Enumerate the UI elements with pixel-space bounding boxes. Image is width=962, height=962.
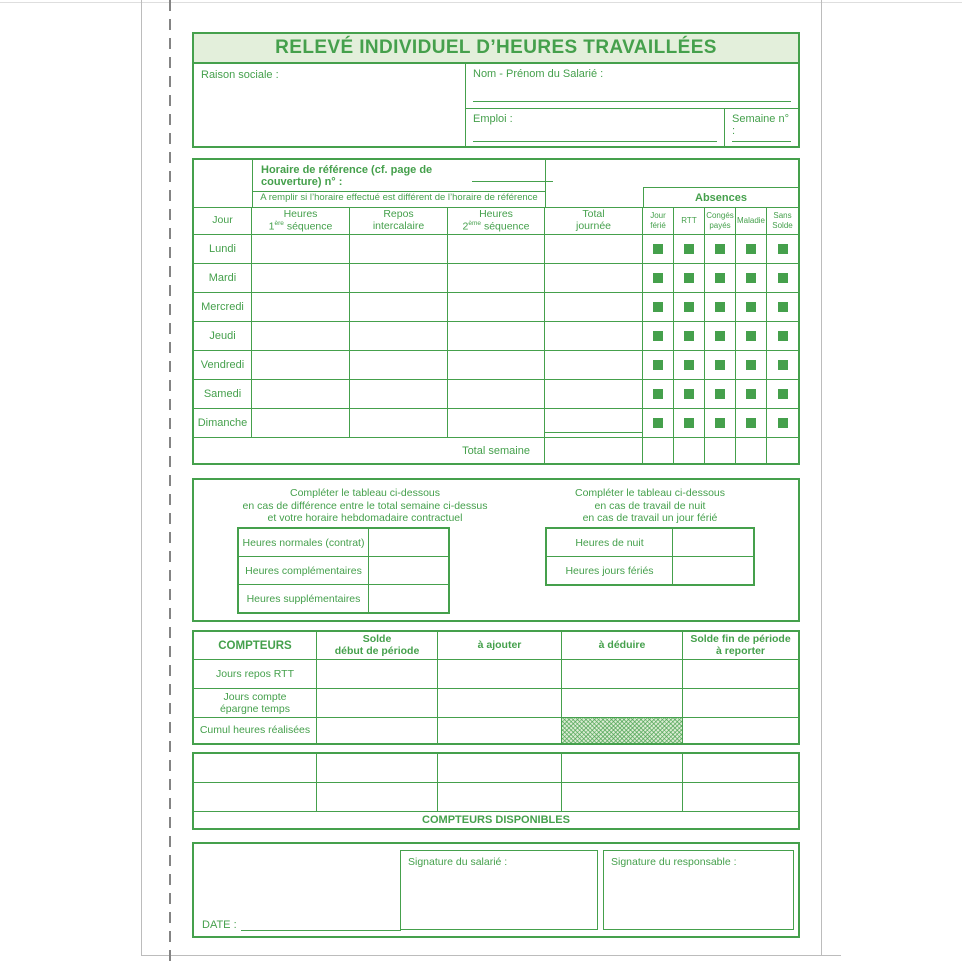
value-input-cell[interactable] bbox=[438, 689, 562, 718]
semaine-field[interactable] bbox=[725, 109, 798, 148]
hours-input-cell[interactable] bbox=[545, 380, 643, 409]
schedule-table bbox=[192, 158, 800, 465]
row-label: Heures de nuit bbox=[547, 529, 673, 556]
fill-note: A remplir si l’horaire effectué est différent de l’horaire de référence bbox=[260, 192, 538, 203]
col-header-a-deduire: à déduire bbox=[562, 632, 683, 660]
value-input-cell[interactable] bbox=[438, 783, 562, 812]
hours-input-cell[interactable] bbox=[252, 351, 350, 380]
manager-signature-box[interactable] bbox=[603, 850, 794, 930]
col-header-heures-seq1: Heures 1ère séquence bbox=[252, 208, 350, 235]
absence-checkbox-cell[interactable] bbox=[736, 409, 767, 438]
value-input-cell[interactable] bbox=[194, 783, 317, 812]
absence-checkbox-cell[interactable] bbox=[674, 293, 705, 322]
value-input-cell[interactable] bbox=[317, 718, 438, 743]
hours-input-cell[interactable] bbox=[545, 351, 643, 380]
horaire-reference-writing-line[interactable] bbox=[472, 169, 553, 182]
absence-checkbox-cell[interactable] bbox=[767, 351, 798, 380]
day-label: Mercredi bbox=[194, 293, 252, 322]
absence-checkbox-cell[interactable] bbox=[674, 409, 705, 438]
absence-checkbox-cell[interactable] bbox=[767, 409, 798, 438]
absence-checkbox[interactable] bbox=[715, 331, 725, 341]
value-input-cell[interactable] bbox=[369, 557, 448, 584]
absence-checkbox-cell[interactable] bbox=[643, 409, 674, 438]
absence-checkbox-cell[interactable] bbox=[674, 264, 705, 293]
row-label: Heures complémentaires bbox=[239, 557, 369, 584]
table-row bbox=[239, 585, 448, 612]
absence-checkbox[interactable] bbox=[715, 360, 725, 370]
row-label: Heures supplémentaires bbox=[239, 585, 369, 612]
absence-checkbox-cell[interactable] bbox=[736, 380, 767, 409]
manager-signature-label: Signature du responsable : bbox=[611, 856, 737, 868]
absence-checkbox[interactable] bbox=[653, 360, 663, 370]
hours-input-cell[interactable] bbox=[448, 380, 545, 409]
absence-checkbox-cell[interactable] bbox=[643, 264, 674, 293]
absence-checkbox[interactable] bbox=[653, 418, 663, 428]
absence-checkbox-cell[interactable] bbox=[705, 322, 736, 351]
absence-checkbox-cell[interactable] bbox=[674, 322, 705, 351]
absence-checkbox[interactable] bbox=[653, 389, 663, 399]
hours-input-cell[interactable] bbox=[350, 264, 448, 293]
identity-row bbox=[194, 64, 798, 148]
absence-checkbox-cell[interactable] bbox=[705, 351, 736, 380]
absence-checkbox-cell[interactable] bbox=[736, 235, 767, 264]
available-counters-label: COMPTEURS DISPONIBLES bbox=[422, 814, 570, 826]
night-table bbox=[545, 527, 755, 586]
value-input-cell[interactable] bbox=[317, 783, 438, 812]
page-edge-top bbox=[0, 2, 962, 3]
absence-checkbox-cell[interactable] bbox=[736, 293, 767, 322]
value-input-cell[interactable] bbox=[683, 660, 798, 689]
difference-intro: Compléter le tableau ci-dessous en cas de différence entre le total semaine ci-dessus et votre horaire hebdomadaire contractuel bbox=[242, 487, 488, 524]
value-input-cell[interactable] bbox=[317, 754, 438, 783]
date-label: DATE : bbox=[202, 919, 237, 931]
absence-checkbox[interactable] bbox=[715, 418, 725, 428]
identity-right bbox=[466, 64, 798, 148]
col-header-heures-seq2: Heures 2ème séquence bbox=[448, 208, 545, 235]
horaire-reference-label: Horaire de référence (cf. page de couverture) n° : bbox=[261, 163, 433, 188]
day-label: Mardi bbox=[194, 264, 252, 293]
value-input-cell[interactable] bbox=[562, 660, 683, 689]
absence-checkbox[interactable] bbox=[778, 273, 788, 283]
value-input-cell[interactable] bbox=[438, 660, 562, 689]
hours-input-cell[interactable] bbox=[545, 322, 643, 351]
absence-checkbox-cell[interactable] bbox=[736, 264, 767, 293]
absence-checkbox[interactable] bbox=[746, 360, 756, 370]
hours-input-cell[interactable] bbox=[448, 235, 545, 264]
absence-checkbox[interactable] bbox=[684, 331, 694, 341]
col-header-sans-solde: Sans Solde bbox=[767, 208, 798, 235]
absence-checkbox-cell[interactable] bbox=[643, 322, 674, 351]
value-input-cell[interactable] bbox=[562, 754, 683, 783]
absence-checkbox[interactable] bbox=[715, 273, 725, 283]
row-label: Heures normales (contrat) bbox=[239, 529, 369, 556]
compteurs-title: COMPTEURS bbox=[194, 632, 317, 660]
absence-checkbox[interactable] bbox=[653, 331, 663, 341]
hours-input-cell[interactable] bbox=[252, 409, 350, 438]
absence-checkbox[interactable] bbox=[715, 244, 725, 254]
absence-checkbox-cell[interactable] bbox=[705, 380, 736, 409]
col-header-a-ajouter: à ajouter bbox=[438, 632, 562, 660]
absence-checkbox[interactable] bbox=[684, 360, 694, 370]
table-row bbox=[239, 529, 448, 557]
col-header-solde-debut: Solde début de période bbox=[317, 632, 438, 660]
emploi-writing-line[interactable] bbox=[473, 141, 717, 142]
col-header-jour-ferie: Jour férié bbox=[643, 208, 674, 235]
value-input-cell[interactable] bbox=[369, 585, 448, 612]
absence-checkbox[interactable] bbox=[778, 360, 788, 370]
absence-checkbox-cell[interactable] bbox=[767, 380, 798, 409]
hours-input-cell[interactable] bbox=[252, 235, 350, 264]
value-input-cell[interactable] bbox=[194, 754, 317, 783]
day-label: Dimanche bbox=[194, 409, 252, 438]
hours-input-cell[interactable] bbox=[448, 293, 545, 322]
absence-checkbox-cell[interactable] bbox=[736, 322, 767, 351]
absence-checkbox[interactable] bbox=[684, 244, 694, 254]
absence-total-cell[interactable] bbox=[736, 438, 767, 463]
form-title-bar bbox=[194, 34, 798, 64]
value-input-cell[interactable] bbox=[673, 529, 753, 556]
absence-checkbox-cell[interactable] bbox=[736, 351, 767, 380]
horaire-reference-field[interactable] bbox=[253, 160, 553, 191]
absence-checkbox[interactable] bbox=[684, 302, 694, 312]
employee-signature-label: Signature du salarié : bbox=[408, 856, 508, 868]
absence-checkbox-cell[interactable] bbox=[674, 351, 705, 380]
total-semaine-value-cell[interactable] bbox=[545, 438, 643, 463]
absence-checkbox[interactable] bbox=[746, 331, 756, 341]
page-edge-right bbox=[821, 0, 822, 955]
absence-checkbox[interactable] bbox=[684, 418, 694, 428]
absence-checkbox[interactable] bbox=[684, 389, 694, 399]
col-header-maladie: Maladie bbox=[736, 208, 767, 235]
hours-input-cell[interactable] bbox=[252, 322, 350, 351]
absence-checkbox-cell[interactable] bbox=[705, 293, 736, 322]
row-label-jours-cet: Jours compte épargne temps bbox=[194, 689, 317, 718]
absence-total-cell[interactable] bbox=[705, 438, 736, 463]
nom-prenom-field[interactable] bbox=[466, 64, 798, 109]
adjustments-block bbox=[192, 478, 800, 622]
table-row bbox=[547, 529, 753, 557]
table-row bbox=[239, 557, 448, 585]
absence-checkbox-cell[interactable] bbox=[643, 235, 674, 264]
hours-input-cell[interactable] bbox=[545, 409, 643, 438]
value-input-cell[interactable] bbox=[683, 718, 798, 743]
hours-input-cell[interactable] bbox=[448, 409, 545, 438]
day-label: Jeudi bbox=[194, 322, 252, 351]
value-input-cell[interactable] bbox=[683, 783, 798, 812]
hours-input-cell[interactable] bbox=[350, 409, 448, 438]
value-input-cell[interactable] bbox=[673, 557, 753, 584]
row-label-jours-repos-rtt: Jours repos RTT bbox=[194, 660, 317, 689]
hours-input-cell[interactable] bbox=[350, 235, 448, 264]
absence-checkbox-cell[interactable] bbox=[674, 380, 705, 409]
value-input-cell[interactable] bbox=[562, 783, 683, 812]
day-label: Lundi bbox=[194, 235, 252, 264]
absence-checkbox[interactable] bbox=[746, 302, 756, 312]
value-input-cell[interactable] bbox=[317, 689, 438, 718]
absence-checkbox[interactable] bbox=[746, 418, 756, 428]
value-input-cell[interactable] bbox=[683, 754, 798, 783]
absence-checkbox[interactable] bbox=[778, 302, 788, 312]
compteurs-table bbox=[192, 630, 800, 745]
page-edge-bottom bbox=[141, 955, 841, 956]
day-label: Samedi bbox=[194, 380, 252, 409]
absence-checkbox[interactable] bbox=[653, 273, 663, 283]
absence-checkbox[interactable] bbox=[746, 389, 756, 399]
value-input-cell[interactable] bbox=[317, 660, 438, 689]
absence-checkbox[interactable] bbox=[746, 273, 756, 283]
absence-checkbox[interactable] bbox=[778, 331, 788, 341]
value-input-cell[interactable] bbox=[438, 754, 562, 783]
difference-table bbox=[237, 527, 450, 614]
absence-checkbox-cell[interactable] bbox=[674, 235, 705, 264]
hours-input-cell[interactable] bbox=[448, 351, 545, 380]
hours-input-cell[interactable] bbox=[350, 322, 448, 351]
nom-prenom-writing-line[interactable] bbox=[473, 101, 791, 102]
schedule-grid bbox=[194, 208, 798, 463]
col-header-jour: Jour bbox=[194, 208, 252, 235]
absence-checkbox-cell[interactable] bbox=[643, 380, 674, 409]
hours-input-cell[interactable] bbox=[350, 293, 448, 322]
hours-input-cell[interactable] bbox=[252, 380, 350, 409]
col-header-total-journee: Total journée bbox=[545, 208, 643, 235]
total-semaine-label: Total semaine bbox=[448, 438, 545, 463]
value-input-cell[interactable] bbox=[369, 529, 448, 556]
row-label-cumul-heures: Cumul heures réalisées bbox=[194, 718, 317, 743]
date-writing-line[interactable] bbox=[241, 919, 401, 931]
absence-checkbox-cell[interactable] bbox=[643, 293, 674, 322]
night-intro: Compléter le tableau ci-dessous en cas de travail de nuit en cas de travail un jour férié bbox=[575, 487, 725, 524]
nom-prenom-label: Nom - Prénom du Salarié : bbox=[473, 68, 604, 80]
hours-input-cell[interactable] bbox=[545, 293, 643, 322]
empty-area bbox=[194, 438, 448, 463]
absence-checkbox-cell[interactable] bbox=[643, 351, 674, 380]
value-input-cell[interactable] bbox=[683, 689, 798, 718]
absence-checkbox-cell[interactable] bbox=[767, 293, 798, 322]
page-edge-left bbox=[141, 0, 142, 955]
emploi-label: Emploi : bbox=[473, 113, 513, 125]
absence-checkbox[interactable] bbox=[778, 418, 788, 428]
hours-input-cell[interactable] bbox=[545, 235, 643, 264]
hours-input-cell[interactable] bbox=[252, 264, 350, 293]
absence-checkbox-cell[interactable] bbox=[705, 264, 736, 293]
date-field[interactable] bbox=[202, 919, 401, 931]
raison-sociale-label: Raison sociale : bbox=[201, 69, 279, 81]
absence-checkbox-cell[interactable] bbox=[705, 235, 736, 264]
form-title: RELEVÉ INDIVIDUEL D’HEURES TRAVAILLÉES bbox=[275, 37, 717, 58]
hours-input-cell[interactable] bbox=[350, 351, 448, 380]
hours-input-cell[interactable] bbox=[545, 264, 643, 293]
absence-total-cell[interactable] bbox=[767, 438, 798, 463]
absences-header: Absences bbox=[643, 187, 798, 208]
emploi-field[interactable] bbox=[466, 109, 725, 148]
hours-input-cell[interactable] bbox=[448, 264, 545, 293]
total-cell-preline bbox=[544, 432, 643, 433]
absence-checkbox-cell[interactable] bbox=[767, 235, 798, 264]
day-label: Vendredi bbox=[194, 351, 252, 380]
semaine-writing-line[interactable] bbox=[732, 141, 791, 142]
absence-checkbox[interactable] bbox=[746, 244, 756, 254]
col-header-rtt: RTT bbox=[674, 208, 705, 235]
absence-checkbox-cell[interactable] bbox=[767, 264, 798, 293]
absence-checkbox-cell[interactable] bbox=[705, 409, 736, 438]
absence-checkbox[interactable] bbox=[684, 273, 694, 283]
absence-checkbox[interactable] bbox=[653, 244, 663, 254]
absence-total-cell[interactable] bbox=[674, 438, 705, 463]
absence-checkbox[interactable] bbox=[715, 389, 725, 399]
hatched-cell bbox=[562, 718, 683, 743]
col-header-conges-payes: Congés payés bbox=[705, 208, 736, 235]
table-row bbox=[547, 557, 753, 584]
absence-checkbox-cell[interactable] bbox=[767, 322, 798, 351]
header-block bbox=[192, 32, 800, 148]
hours-input-cell[interactable] bbox=[350, 380, 448, 409]
employee-signature-box[interactable] bbox=[400, 850, 598, 930]
col-header-repos: Repos intercalaire bbox=[350, 208, 448, 235]
raison-sociale-field[interactable] bbox=[194, 64, 466, 148]
col-header-solde-fin: Solde fin de période à reporter bbox=[683, 632, 798, 660]
hours-input-cell[interactable] bbox=[448, 322, 545, 351]
schedule-header-zone bbox=[194, 160, 798, 208]
row-label: Heures jours fériés bbox=[547, 557, 673, 584]
absence-checkbox[interactable] bbox=[778, 389, 788, 399]
absence-total-cell[interactable] bbox=[643, 438, 674, 463]
semaine-label: Semaine n° : bbox=[732, 113, 789, 137]
hours-input-cell[interactable] bbox=[252, 293, 350, 322]
signature-block bbox=[192, 842, 800, 938]
value-input-cell[interactable] bbox=[438, 718, 562, 743]
perforation-line bbox=[169, 0, 171, 962]
absence-checkbox[interactable] bbox=[778, 244, 788, 254]
absence-checkbox[interactable] bbox=[653, 302, 663, 312]
available-counters-table bbox=[192, 752, 800, 830]
absence-checkbox[interactable] bbox=[715, 302, 725, 312]
value-input-cell[interactable] bbox=[562, 689, 683, 718]
